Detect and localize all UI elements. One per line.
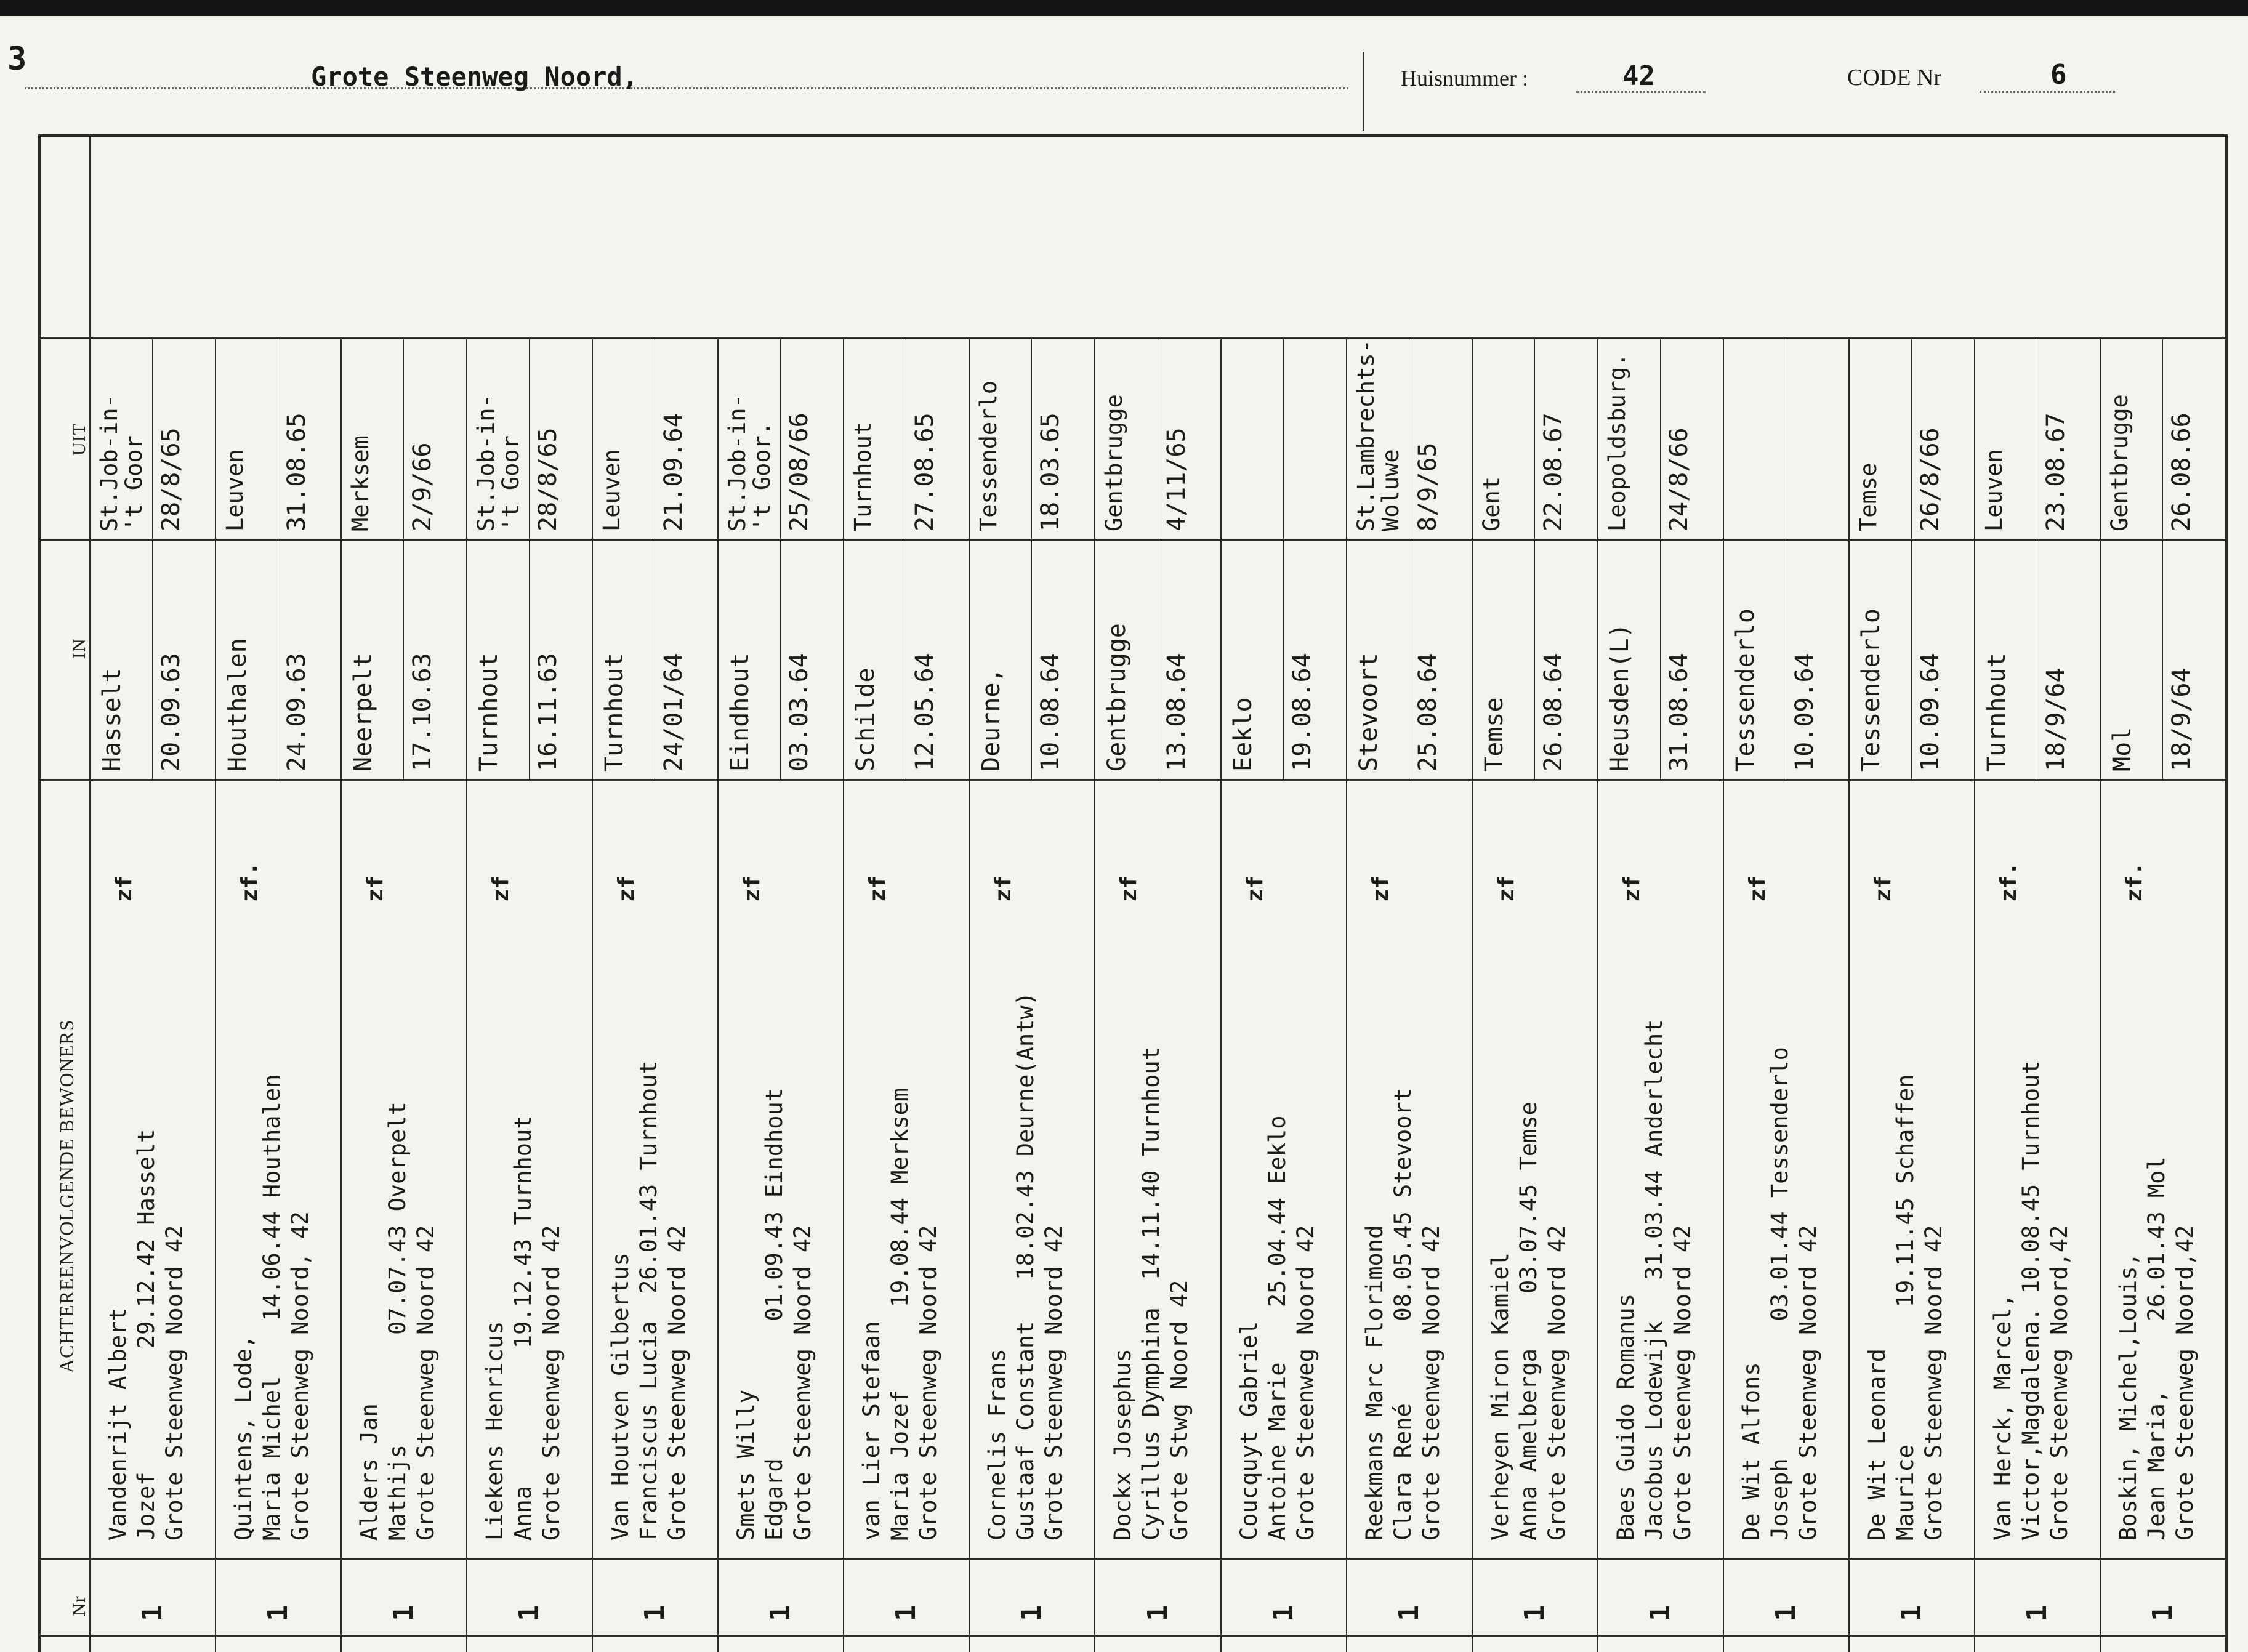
in-date: 03.03.64 — [785, 653, 814, 772]
row-number: 1 — [388, 1605, 420, 1621]
row-number: 1 — [137, 1605, 169, 1621]
in-date: 10.09.64 — [1790, 653, 1819, 772]
in-date: 18/9/64 — [2167, 667, 2196, 772]
uit-place: Merksem — [347, 435, 374, 531]
row-number: 1 — [1142, 1605, 1174, 1621]
resident-line: Grote Steenweg Noord 42 — [1920, 1225, 1947, 1541]
zf-mark: zf — [488, 875, 514, 902]
resident-line: Verheyen Miron Kamiel — [1486, 1252, 1513, 1541]
resident-line: Alders Jan — [356, 1403, 383, 1541]
col-header-in: IN — [69, 638, 89, 659]
house-number-label: Huisnummer : — [1401, 66, 1528, 91]
in-date: 25.08.64 — [1413, 653, 1442, 772]
in-place: Neerpelt — [349, 653, 378, 772]
in-date: 20.09.63 — [157, 653, 186, 772]
row-number: 1 — [890, 1605, 922, 1621]
resident-line: van Lier Stefaan — [858, 1321, 885, 1541]
code-dotline — [1980, 91, 2115, 93]
in-place: Houthalen — [224, 638, 252, 772]
zf-mark: zf — [614, 875, 640, 902]
uit-date: 21.09.64 — [659, 413, 688, 531]
cell-split-line — [152, 337, 153, 779]
zf-mark: zf — [1619, 875, 1645, 902]
row-separator — [1597, 337, 1598, 1652]
resident-line: Grote Steenweg Noord 42 — [413, 1225, 440, 1541]
uit-place: St.Job-in- — [473, 394, 500, 531]
in-place: Gentbrugge — [1103, 623, 1132, 772]
in-section-line — [38, 539, 2225, 541]
uit-date: 25/08/66 — [785, 413, 814, 531]
zf-mark: zf. — [1996, 861, 2021, 902]
cell-split-line — [529, 337, 530, 779]
code-value: 6 — [2050, 59, 2067, 91]
cell-split-line — [1031, 337, 1032, 779]
row-number: 1 — [1016, 1605, 1048, 1621]
col-header-residents: ACHTEREENVOLGENDE BEWONERS — [55, 1019, 78, 1373]
resident-line: Dockx Josephus — [1110, 1348, 1137, 1541]
in-place: Turnhout — [475, 653, 504, 772]
row-separator — [466, 337, 467, 1652]
page-number: 3 — [7, 41, 27, 78]
resident-line: Clara René 08.05.45 Stevoort — [1389, 1087, 1416, 1541]
house-number-value: 42 — [1622, 60, 1655, 92]
uit-section-line — [38, 337, 2225, 339]
in-place: Eeklo — [1228, 697, 1257, 772]
uit-date: 4/11/65 — [1162, 427, 1191, 531]
resident-line: Coucquyt Gabriel — [1235, 1321, 1262, 1541]
uit-date: 22.08.67 — [1539, 413, 1568, 531]
zf-mark: zf — [739, 875, 765, 902]
resident-line: Cyrillus Dymphina 14.11.40 Turnhout — [1138, 1047, 1165, 1541]
row-separator — [2100, 337, 2101, 1652]
zf-mark: zf. — [2121, 861, 2147, 902]
in-place: Tessenderlo — [1856, 608, 1885, 772]
row-number: 1 — [1770, 1605, 1802, 1621]
cell-split-line — [1534, 337, 1535, 779]
in-date: 26.08.64 — [1539, 653, 1568, 772]
row-separator — [717, 337, 719, 1652]
in-date: 16.11.63 — [534, 653, 563, 772]
uit-date: 31.08.65 — [283, 413, 312, 531]
cell-split-line — [1283, 337, 1284, 779]
in-place: Hasselt — [98, 667, 126, 772]
resident-line: Jacobus Lodewijk 31.03.44 Anderlecht — [1640, 1019, 1667, 1541]
row-separator — [1472, 337, 1473, 1652]
row-number: 1 — [1267, 1605, 1299, 1621]
zf-mark: zf — [1870, 875, 1896, 902]
in-date: 13.08.64 — [1162, 653, 1191, 772]
uit-place: Temse — [1855, 462, 1882, 531]
uit-place: Turnhout — [850, 421, 877, 531]
resident-line: Quintens, Lode, — [230, 1334, 257, 1541]
row-number: 1 — [2021, 1605, 2053, 1621]
resident-line: Grote Steenweg Noord 42 — [1292, 1225, 1319, 1541]
resident-line: Van Herck, Marcel, — [1989, 1294, 2016, 1541]
resident-line: Boskin, Michel,Louis, — [2114, 1252, 2141, 1541]
uit-date: 2/9/66 — [408, 442, 437, 531]
resident-line: Maria Jozef 19.08.44 Merksem — [887, 1087, 914, 1541]
resident-line: Joseph 03.01.44 Tessenderlo — [1766, 1047, 1793, 1541]
resident-line: Grote Steenweg Noord 42 — [161, 1225, 188, 1541]
resident-line: Grote Steenweg Noord 42 — [664, 1225, 691, 1541]
col-header-nr: Nr — [69, 1595, 89, 1616]
zf-mark: zf — [1493, 875, 1519, 902]
in-place: Stevoort — [1354, 653, 1383, 772]
row-number: 1 — [765, 1605, 797, 1621]
in-date: 12.05.64 — [911, 653, 940, 772]
residents-section-line — [38, 779, 2225, 781]
resident-line: Cornelis Frans — [984, 1348, 1011, 1541]
in-date: 19.08.64 — [1287, 653, 1316, 772]
table-top-border — [38, 134, 2225, 137]
resident-line: Van Houtven Gilbertus — [607, 1252, 634, 1541]
zf-mark: zf — [991, 875, 1017, 902]
in-date: 18/9/64 — [2041, 667, 2070, 772]
zf-mark: zf — [1744, 875, 1770, 902]
header-divider — [1363, 52, 1364, 131]
resident-line: Grote Steenweg Noord 42 — [1041, 1225, 1068, 1541]
row-number: 1 — [1644, 1605, 1676, 1621]
uit-date: 23.08.67 — [2041, 413, 2070, 531]
zf-mark: zf — [1368, 875, 1393, 902]
header-column-border — [89, 134, 91, 1652]
uit-place: Leuven — [222, 449, 249, 531]
in-place: Mol — [2108, 727, 2137, 772]
resident-line: Grote Steenweg Noord 42 — [1543, 1225, 1570, 1541]
uit-place: St.Lambrechts- — [1352, 339, 1379, 531]
bottom-section-line — [38, 1635, 2225, 1637]
row-number: 1 — [639, 1605, 671, 1621]
in-date: 24/01/64 — [659, 653, 688, 772]
resident-line: De Wit Leonard — [1863, 1348, 1890, 1541]
row-separator — [1974, 337, 1975, 1652]
street-name: Grote Steenweg Noord, — [311, 62, 639, 92]
code-label: CODE Nr — [1847, 65, 1942, 91]
uit-place: Gent — [1478, 476, 1505, 531]
col-header-uit: UIT — [69, 423, 89, 456]
in-date: 10.09.64 — [1916, 653, 1944, 772]
in-place: Turnhout — [600, 653, 629, 772]
resident-line: Grote Steenweg Noord 42 — [1794, 1225, 1821, 1541]
row-number: 1 — [514, 1605, 546, 1621]
uit-place: 't Goor — [121, 435, 147, 531]
table-right-border — [2225, 134, 2228, 1652]
resident-line: Grote Steenweg Noord 42 — [915, 1225, 942, 1541]
row-number: 1 — [1393, 1605, 1425, 1621]
in-date: 10.08.64 — [1036, 653, 1065, 772]
resident-line: Grote Steenweg Noord,42 — [2045, 1225, 2073, 1541]
resident-line: Liekens Henricus — [481, 1321, 509, 1541]
resident-line: Maurice 19.11.45 Schaffen — [1891, 1074, 1919, 1541]
nr-section-line — [38, 1558, 2225, 1560]
uit-date: 26/8/66 — [1916, 427, 1944, 531]
row-separator — [1220, 337, 1222, 1652]
uit-place: Leuven — [1980, 449, 2007, 531]
zf-mark: zf — [865, 875, 891, 902]
resident-line: Smets Willy — [733, 1389, 760, 1541]
resident-line: Franciscus Lucia 26.01.43 Turnhout — [635, 1060, 663, 1541]
resident-line: Gustaaf Constant 18.02.43 Deurne(Antw) — [1012, 991, 1039, 1541]
zf-mark: zf — [1116, 875, 1142, 902]
zf-mark: zf. — [237, 861, 263, 902]
uit-place: 't Goor — [498, 435, 525, 531]
resident-line: De Wit Alfons — [1738, 1362, 1765, 1541]
resident-line: Edgard 01.09.43 Eindhout — [761, 1087, 788, 1541]
row-separator — [215, 337, 216, 1652]
row-separator — [1094, 337, 1095, 1652]
in-place: Turnhout — [1982, 653, 2011, 772]
uit-place: Leopoldsburg. — [1603, 353, 1630, 531]
resident-line: Mathijs 07.07.43 Overpelt — [384, 1102, 411, 1541]
resident-line: Antoine Marie 25.04.44 Eeklo — [1263, 1115, 1291, 1541]
uit-place: Gentbrugge — [1101, 394, 1128, 531]
in-date: 24.09.63 — [283, 653, 312, 772]
cell-split-line — [1660, 337, 1661, 779]
street-dotline — [25, 87, 1348, 89]
uit-place: Gentbrugge — [2106, 394, 2133, 531]
resident-line: Grote Steenweg Noord 42 — [789, 1225, 816, 1541]
resident-line: Reekmans Marc Florimond — [1361, 1225, 1388, 1541]
uit-place: 't Goor. — [749, 421, 776, 531]
in-place: Temse — [1480, 697, 1509, 772]
row-separator — [969, 337, 970, 1652]
uit-place: Leuven — [598, 449, 626, 531]
uit-place: Woluwe — [1377, 449, 1404, 531]
cell-split-line — [403, 337, 404, 779]
in-place: Heusden(L) — [1605, 623, 1634, 772]
in-date: 17.10.63 — [408, 653, 437, 772]
row-number: 1 — [2146, 1605, 2178, 1621]
uit-date: 26.08.66 — [2167, 413, 2196, 531]
zf-mark: zf — [1242, 875, 1268, 902]
resident-line: Grote Steenweg Noord,42 — [2171, 1225, 2198, 1541]
row-separator — [843, 337, 844, 1652]
resident-line: Grote Steenweg Noord 42 — [1417, 1225, 1444, 1541]
table-left-border — [38, 134, 41, 1652]
resident-line: Grote Stwg Noord 42 — [1166, 1279, 1193, 1541]
resident-line: Jozef 29.12.42 Hasselt — [133, 1129, 159, 1541]
cell-split-line — [2162, 337, 2163, 779]
resident-line: Victor,Magdalena. 10.08.45 Turnhout — [2017, 1060, 2044, 1541]
uit-date: 8/9/65 — [1413, 442, 1442, 531]
row-number: 1 — [1895, 1605, 1927, 1621]
row-separator — [1848, 337, 1850, 1652]
row-separator — [340, 337, 342, 1652]
uit-date: 18.03.65 — [1036, 413, 1065, 531]
resident-line: Anna Amelberga 03.07.45 Temse — [1515, 1102, 1542, 1541]
row-number: 1 — [262, 1605, 294, 1621]
cell-split-line — [1911, 337, 1912, 779]
resident-line: Maria Michel 14.06.44 Houthalen — [259, 1074, 286, 1541]
uit-date: 24/8/66 — [1664, 427, 1693, 531]
cell-split-line — [780, 337, 781, 779]
resident-line: Anna 19.12.43 Turnhout — [510, 1115, 537, 1541]
zf-mark: zf — [111, 875, 137, 902]
row-separator — [1723, 337, 1724, 1652]
scan-top-band — [0, 0, 2248, 16]
uit-date: 28/8/65 — [157, 427, 186, 531]
in-place: Deurne, — [977, 667, 1006, 772]
row-separator — [1346, 337, 1347, 1652]
resident-line: Grote Steenweg Noord 42 — [1669, 1225, 1696, 1541]
uit-place: St.Job-in- — [724, 394, 751, 531]
uit-date: 27.08.65 — [911, 413, 940, 531]
resident-line: Grote Steenweg Noord, 42 — [287, 1211, 314, 1541]
resident-line: Vandenrijt Albert — [105, 1307, 131, 1541]
in-place: Tessenderlo — [1731, 608, 1760, 772]
in-date: 31.08.64 — [1664, 653, 1693, 772]
zf-mark: zf — [363, 875, 389, 902]
in-place: Schilde — [852, 667, 880, 772]
row-separator — [592, 337, 593, 1652]
in-place: Eindhout — [726, 653, 755, 772]
uit-place: St.Job-in- — [96, 394, 123, 531]
resident-line: Jean Maria, 26.01.43 Mol — [2143, 1156, 2170, 1541]
uit-place: Tessenderlo — [975, 380, 1002, 531]
resident-line: Baes Guido Romanus — [1612, 1294, 1639, 1541]
row-number: 1 — [1518, 1605, 1550, 1621]
resident-line: Grote Steenweg Noord 42 — [538, 1225, 565, 1541]
uit-date: 28/8/65 — [534, 427, 563, 531]
